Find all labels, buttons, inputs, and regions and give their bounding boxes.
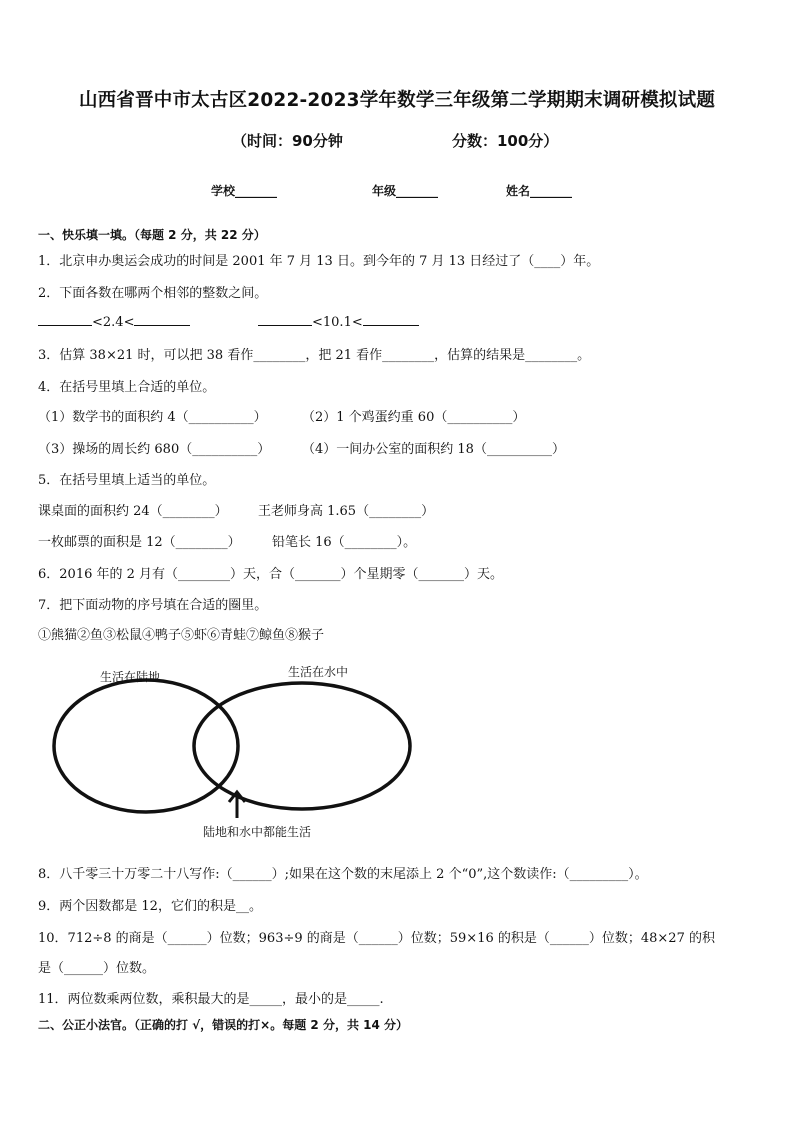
school-field[interactable]: 学校_______ — [211, 184, 278, 198]
question-5-1: 课桌面的面积约 24（________） — [38, 504, 228, 519]
question-2: 2．下面各数在哪两个相邻的整数之间。 — [38, 286, 268, 301]
venn-label-both: 陆地和水中都能生活 — [203, 825, 312, 839]
venn-water-circle[interactable] — [194, 683, 410, 809]
question-5-4: 铅笔长 16（________）。 — [272, 535, 417, 550]
question-6: 6．2016 年的 2 月有（________）天，合（_______）个星期零（_______）天。 — [38, 567, 504, 582]
page-title: 山西省晋中市太古区2022-2023学年数学三年级第二学期期末调研模拟试题 — [78, 90, 716, 111]
venn-label-water: 生活在水中 — [288, 665, 349, 679]
venn-label-land: 生活在陆地 — [100, 670, 161, 684]
question-2a-text: <2.4< — [92, 315, 135, 330]
question-2b-text: <10.1< — [312, 315, 363, 330]
question-11: 11．两位数乘两位数，乘积最大的是_____，最小的是_____. — [38, 992, 384, 1007]
grade-field[interactable]: 年级_______ — [372, 184, 439, 198]
name-field[interactable]: 姓名_______ — [506, 184, 573, 198]
question-9: 9．两个因数都是 12，它们的积是__。 — [38, 899, 262, 914]
question-4-1: （1）数学书的面积约 4（__________） — [38, 410, 267, 425]
question-10: 10．712÷8 的商是（______）位数；963÷9 的商是（______）位数；59×16 的积是（______）位数；48×27 的积 — [38, 931, 715, 946]
question-3: 3．估算 38×21 时，可以把 38 看作________，把 21 看作________，估算的结果是________。 — [38, 348, 591, 363]
venn-land-circle[interactable] — [54, 680, 238, 812]
question-10-cont: 是（______）位数。 — [38, 961, 156, 976]
question-7: 7．把下面动物的序号填在合适的圈里。 — [38, 598, 268, 613]
question-5-2: 王老师身高 1.65（________） — [258, 504, 435, 519]
question-4-2: （2）1 个鸡蛋约重 60（__________） — [302, 410, 526, 425]
question-4: 4．在括号里填上合适的单位。 — [38, 380, 216, 395]
question-4-4: （4）一间办公室的面积约 18（__________） — [302, 442, 565, 457]
exam-score: 分数：100分） — [452, 132, 559, 150]
question-8: 8．八千零三十万零二十八写作:（______）;如果在这个数的末尾添上 2 个“0”,这个数读作:（_________）。 — [38, 867, 648, 882]
section1-heading: 一、快乐填一填。（每题 2 分，共 22 分） — [38, 228, 266, 242]
question-7-animals: ①熊猫②鱼③松鼠④鸭子⑤虾⑥青蛙⑦鲸鱼⑧猴子 — [38, 628, 325, 643]
question-5: 5．在括号里填上适当的单位。 — [38, 473, 216, 488]
exam-time: （时间：90分钟 — [232, 132, 343, 150]
question-1: 1．北京申办奥运会成功的时间是 2001 年 7 月 13 日。到今年的 7 月 13 日经过了（____）年。 — [38, 254, 600, 269]
question-5-3: 一枚邮票的面积是 12（________） — [38, 535, 241, 550]
question-4-3: （3）操场的周长约 680（__________） — [38, 442, 271, 457]
section2-heading: 二、公正小法官。（正确的打 √，错误的打×。每题 2 分，共 14 分） — [38, 1018, 408, 1032]
